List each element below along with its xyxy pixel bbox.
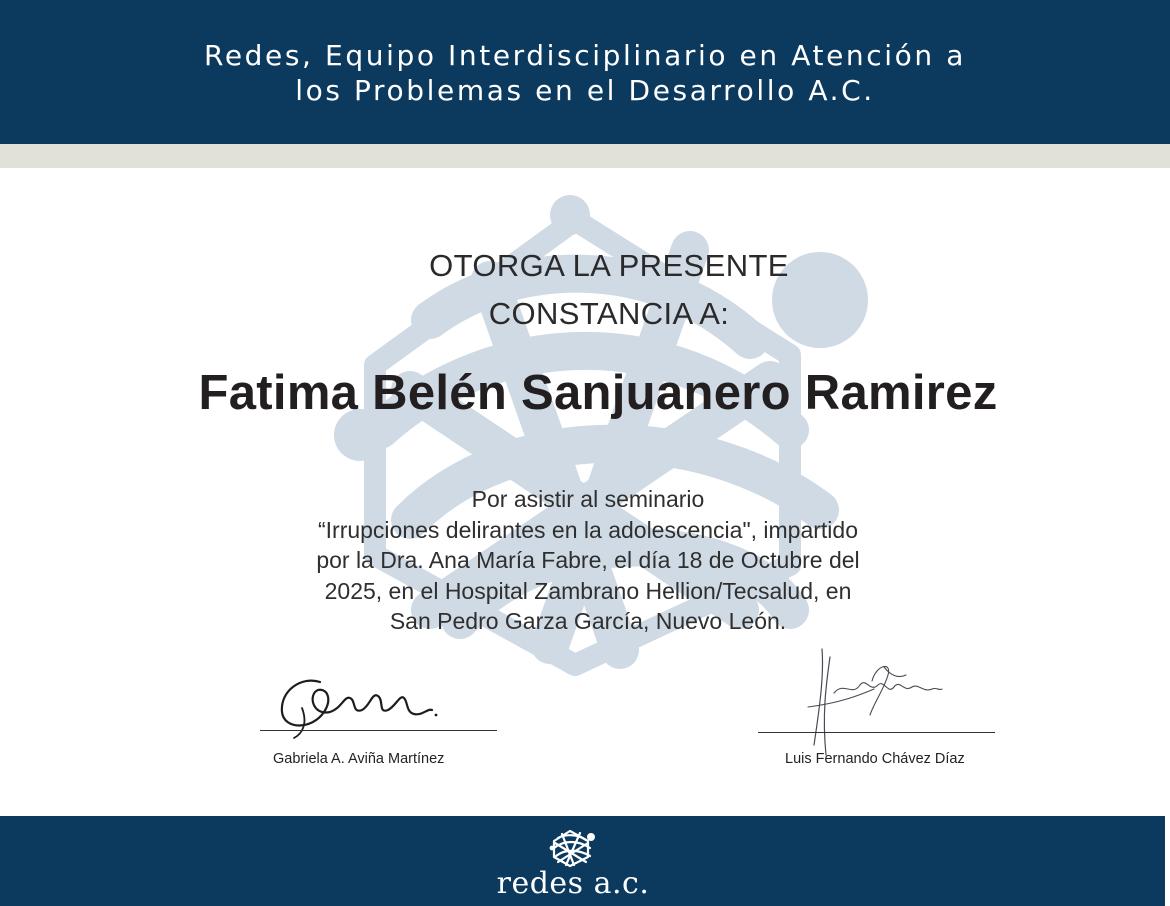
certificate-description	[0, 484, 1170, 637]
description-line: por la Dra. Ana María Fabre, el día 18 de Octubre del	[316, 547, 860, 573]
header-band	[0, 144, 1170, 168]
certificate-footer	[0, 816, 1165, 906]
footer-edge	[1165, 816, 1170, 906]
organization-title	[0, 38, 1170, 108]
signature-line-right	[758, 732, 995, 733]
description-line: “Irrupciones delirantes en la adolescencia", impartido	[317, 516, 858, 543]
signatory-name-right: Luis Fernando Chávez Díaz	[785, 751, 965, 767]
certificate-header	[0, 0, 1170, 144]
organization-title-line-1: Redes, Equipo Interdisciplinario en Atención a	[204, 39, 966, 72]
award-heading-line-1: OTORGA LA PRESENTE	[429, 248, 789, 283]
redes-wordmark: redes a.c.	[496, 866, 650, 901]
signature-right	[800, 645, 950, 760]
description-line: San Pedro Garza García, Nuevo León.	[389, 608, 787, 634]
signatory-name-left: Gabriela A. Aviña Martínez	[273, 751, 445, 767]
award-heading-line-2: CONSTANCIA A:	[488, 296, 730, 331]
signature-line-left	[260, 730, 497, 731]
description-line: 2025, en el Hospital Zambrano Hellion/Tecsalud, en	[324, 577, 852, 604]
description-line: Por asistir al seminario	[471, 486, 705, 512]
recipient-name: Fatima Belén Sanjuanero Ramirez	[198, 366, 998, 420]
redes-logo-icon	[548, 828, 596, 868]
organization-title-line-2: los Problemas en el Desarrollo A.C.	[295, 74, 875, 107]
